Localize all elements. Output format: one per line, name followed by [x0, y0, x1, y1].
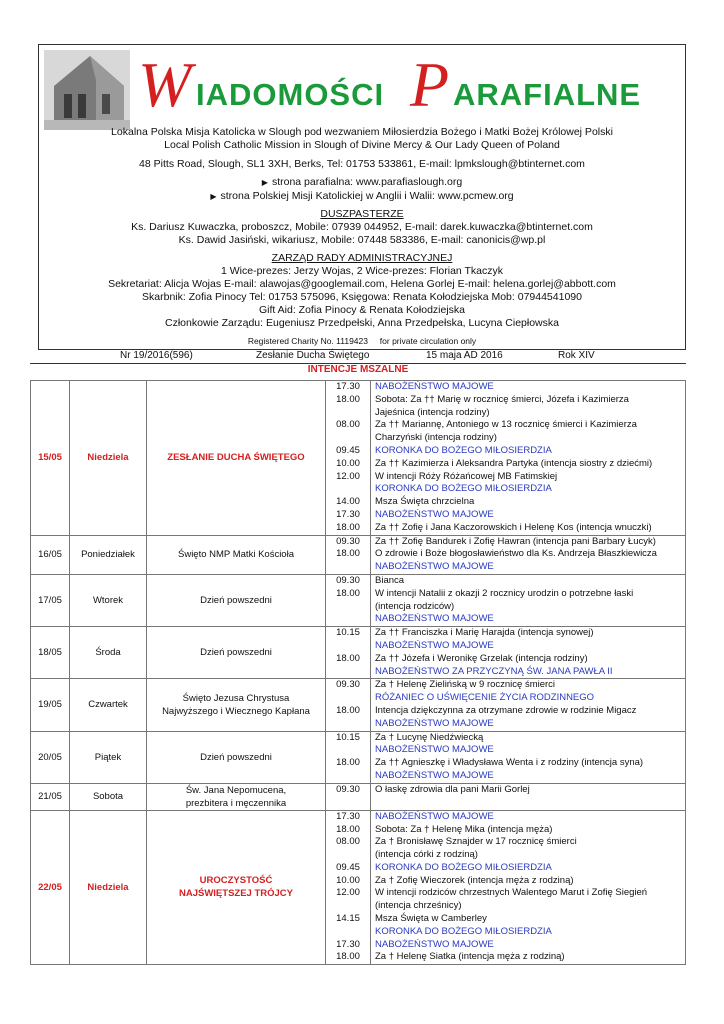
row-times — [326, 574, 371, 626]
mass-time: 12.00 — [336, 470, 360, 482]
row-intentions — [371, 783, 686, 810]
mass-time: 18.00 — [336, 548, 360, 560]
intention-text: KORONKA DO BOŻEGO MIŁOSIERDZIA — [375, 444, 552, 456]
feast-line: Dzień powszedni — [200, 647, 272, 659]
intention-text: (intencja rodziców) — [375, 600, 455, 612]
feast-line: Dzień powszedni — [200, 751, 272, 763]
intention-text: Sobota: Za †† Marię w rocznicę śmierci, Józefa i Kazimierza — [375, 393, 629, 405]
feast-line: ZESŁANIE DUCHA ŚWIĘTEGO — [167, 452, 305, 464]
mass-time: 18.00 — [336, 521, 360, 533]
intention-text: KORONKA DO BOŻEGO MIŁOSIERDZIA — [375, 925, 552, 937]
mass-time — [326, 692, 370, 705]
mass-time: 18.00 — [336, 704, 360, 716]
row-times — [326, 810, 371, 965]
issue-year: Rok XIV — [558, 350, 595, 361]
mass-time: 12.00 — [336, 887, 360, 899]
mass-time — [326, 432, 370, 445]
intention-text: Charzyński (intencja rodziny) — [375, 432, 497, 444]
mass-time: 08.00 — [336, 836, 360, 848]
intention-text: Jajeśnica (intencja rodziny) — [375, 406, 490, 418]
row-intentions — [371, 574, 686, 626]
mass-time: 14.00 — [336, 496, 360, 508]
feast-line: Św. Jana Nepomucena, — [185, 784, 287, 796]
intention-text: RÓŻANIEC O UŚWIĘCENIE ŻYCIA RODZINNEGO — [375, 692, 595, 704]
section-title: INTENCJE MSZALNE — [307, 364, 409, 375]
mass-time — [326, 718, 370, 731]
row-feast — [147, 783, 326, 810]
feast-line: NAJŚWIĘTSZEJ TRÓJCY — [178, 888, 294, 900]
row-feast — [147, 679, 326, 731]
table-row — [31, 574, 686, 626]
table-row — [31, 810, 686, 965]
intention-text: (intencja chrześnicy) — [375, 900, 462, 912]
table-row — [31, 381, 686, 536]
mass-time: 17.30 — [336, 381, 360, 392]
feast-line: Święto Jezusa Chrystusa — [182, 692, 290, 704]
intention-text: NABOŻEŃSTWO MAJOWE — [375, 508, 494, 520]
row-date: 18/05 — [31, 627, 70, 679]
mass-time: 09.30 — [336, 783, 360, 795]
mass-time: 10.15 — [336, 731, 360, 743]
mass-time: 09.45 — [336, 861, 360, 873]
council-heading: ZARZĄD RADY ADMINISTRACYJNEJ — [271, 252, 453, 264]
row-times — [326, 627, 371, 679]
intention-text: Msza Święta chrzcielna — [375, 496, 475, 508]
mass-time: 17.30 — [336, 810, 360, 822]
row-feast — [147, 381, 326, 536]
mass-time: 08.00 — [336, 419, 360, 431]
table-row — [31, 627, 686, 679]
masthead-arafialne: ARAFIALNE — [453, 77, 642, 112]
mass-time: 09.30 — [336, 679, 360, 691]
feast-line: UROCZYSTOŚĆ — [199, 875, 273, 887]
intention-text: Za †† Franciszka i Marię Harajda (intencja synowej) — [375, 627, 594, 639]
table-row — [31, 783, 686, 810]
row-date: 22/05 — [31, 810, 70, 965]
mass-time: 10.00 — [336, 457, 360, 469]
row-times — [326, 783, 371, 810]
mass-time — [326, 770, 370, 783]
issue-number: Nr 19/2016(596) — [120, 350, 193, 361]
issue-feast: Zesłanie Ducha Świętego — [256, 350, 370, 361]
masthead-iadomosci: IADOMOŚCI — [196, 77, 385, 112]
website-parish[interactable]: ▶ strona parafialna: www.parafiaslough.org — [261, 176, 463, 188]
mass-time: 18.00 — [336, 587, 360, 599]
mass-time: 18.00 — [336, 757, 360, 769]
table-row — [31, 535, 686, 574]
mass-time — [326, 666, 370, 679]
row-day: Środa — [70, 627, 147, 679]
intention-text: Za †† Kazimierza i Aleksandra Partyka (intencja siostry z dziećmi) — [375, 457, 653, 469]
council-line: Sekretariat: Alicja Wojas E-mail: alawojas@googlemail.com, Helena Gorlej E-mail: helena.gorlej@abbott.com — [108, 278, 616, 290]
intention-text: Za †† Mariannę, Antoniego w 13 rocznicę śmierci i Kazimierza — [375, 419, 637, 431]
mass-time — [326, 601, 370, 614]
issue-date: 15 maja AD 2016 — [426, 350, 503, 361]
mission-pl: Lokalna Polska Misja Katolicka w Slough pod wezwaniem Miłosierdzia Bożego i Matki Bożej Królowej Polski — [111, 126, 613, 138]
intention-text: KORONKA DO BOŻEGO MIŁOSIERDZIA — [375, 861, 552, 873]
row-date: 21/05 — [31, 783, 70, 810]
mass-time: 09.30 — [336, 535, 360, 547]
feast-line: Święto NMP Matki Kościoła — [178, 549, 294, 561]
intention-text: Za †† Agnieszkę i Władysława Wenta i z rodziny (intencja syna) — [375, 757, 644, 769]
mass-time: 09.30 — [336, 574, 360, 586]
row-intentions — [371, 679, 686, 731]
row-feast — [147, 535, 326, 574]
intention-text: W intencji Natalii z okazji 2 rocznicy urodzin o potrzebne łaski — [375, 587, 634, 599]
row-times — [326, 381, 371, 536]
row-day: Piątek — [70, 731, 147, 783]
row-day: Niedziela — [70, 810, 147, 965]
intention-text: O łaskę zdrowia dla pani Marii Gorlej — [375, 783, 530, 795]
mass-time — [326, 613, 370, 626]
row-feast — [147, 627, 326, 679]
mass-time: 18.00 — [336, 652, 360, 664]
intention-text: Za † Helenę Siatka (intencja męża z rodziną) — [375, 951, 565, 963]
intention-text: Msza Święta w Camberley — [375, 913, 487, 925]
row-times — [326, 679, 371, 731]
intention-text: (intencja córki z rodziną) — [375, 849, 478, 861]
intention-text: Za † Helenę Zielińską w 9 rocznicę śmierci — [375, 679, 556, 691]
feast-line: Najwyższego i Wiecznego Kapłana — [162, 705, 310, 717]
masthead-p: P — [410, 49, 450, 120]
masthead-w: W — [138, 49, 192, 120]
intention-text: NABOŻEŃSTWO MAJOWE — [375, 639, 494, 651]
mass-time — [326, 926, 370, 939]
council-line: Członkowie Zarządu: Eugeniusz Przedpełski, Anna Przedpełska, Lucyna Ciepłowska — [165, 317, 559, 329]
mass-time: 18.00 — [336, 393, 360, 405]
mission-en: Local Polish Catholic Mission in Slough of Divine Mercy & Our Lady Queen of Poland — [164, 139, 560, 151]
intention-text: W intencji Róży Różańcowej MB Fatimskiej — [375, 470, 558, 482]
masthead-title — [138, 44, 678, 124]
mass-time: 14.15 — [336, 913, 360, 925]
intention-text: Za †† Zofię Bandurek i Zofię Hawran (intencja pani Barbary Łucyk) — [375, 535, 656, 547]
council-line: Skarbnik: Zofia Pinocy Tel: 01753 575096, Księgowa: Renata Kołodziejska Mob: 07944541090 — [142, 291, 582, 303]
intention-text: NABOŻEŃSTWO MAJOWE — [375, 744, 494, 756]
intention-text: Za † Bronisławę Sznajder w 17 rocznicę śmierci — [375, 836, 577, 848]
intention-text: Za †† Zofię i Jana Kaczorowskich i Helenę Kos (intencja wnuczki) — [375, 521, 652, 533]
mass-time — [326, 640, 370, 653]
mass-time: 10.15 — [336, 627, 360, 639]
row-date: 16/05 — [31, 535, 70, 574]
row-date: 20/05 — [31, 731, 70, 783]
intention-text: Sobota: Za † Helenę Mika (intencja męża) — [375, 823, 553, 835]
mass-time: 17.30 — [336, 938, 360, 950]
mass-time: 10.00 — [336, 874, 360, 886]
intention-text: NABOŻEŃSTWO MAJOWE — [375, 769, 494, 781]
intention-text: NABOŻEŃSTWO MAJOWE — [375, 810, 494, 822]
issue-info-row — [120, 349, 640, 363]
church-building-image — [44, 50, 130, 130]
mass-time — [326, 407, 370, 420]
intention-text: W intencji rodziców chrzestnych Walentego Marut i Zofię Siegień — [375, 887, 648, 899]
intention-text: Za † Lucynę Niedźwiecką — [375, 731, 484, 743]
triangle-bullet-icon: ▶ — [210, 192, 217, 201]
row-intentions — [371, 627, 686, 679]
intention-text: NABOŻEŃSTWO ZA PRZYCZYNĄ ŚW. JANA PAWŁA II — [375, 665, 613, 677]
mass-time — [326, 900, 370, 913]
intention-text: O zdrowie i Boże błogosławieństwo dla Ks. Andrzeja Błaszkiewicza — [375, 548, 657, 560]
feast-line: prezbitera i męczennika — [185, 797, 287, 809]
mass-time — [326, 849, 370, 862]
row-day: Czwartek — [70, 679, 147, 731]
row-intentions — [371, 381, 686, 536]
address: 48 Pitts Road, Slough, SL1 3XH, Berks, Tel: 01753 533861, E-mail: lpmkslough@btinternet.com — [139, 158, 585, 170]
mass-time: 09.45 — [336, 444, 360, 456]
pastor-line: Ks. Dawid Jasiński, wikariusz, Mobile: 07448 583386, E-mail: canonicis@wp.pl — [178, 234, 546, 246]
council-line: Gift Aid: Zofia Pinocy & Renata Kołodziejska — [258, 304, 466, 316]
row-day: Poniedziałek — [70, 535, 147, 574]
table-row — [31, 679, 686, 731]
mass-time: 18.00 — [336, 823, 360, 835]
triangle-bullet-icon: ▶ — [261, 178, 268, 187]
row-feast — [147, 810, 326, 965]
row-feast — [147, 574, 326, 626]
intention-text: Bianca — [375, 574, 405, 586]
row-times — [326, 535, 371, 574]
intention-text: NABOŻEŃSTWO MAJOWE — [375, 717, 494, 729]
mass-time — [326, 744, 370, 757]
row-intentions — [371, 731, 686, 783]
intention-text: Intencja dziękczynna za otrzymane zdrowie w rodzinie Migacz — [375, 704, 637, 716]
row-date: 15/05 — [31, 381, 70, 536]
mass-time: 17.30 — [336, 508, 360, 520]
intention-text: NABOŻEŃSTWO MAJOWE — [375, 938, 494, 950]
website-pcmew[interactable]: ▶ strona Polskiej Misji Katolickiej w Anglii i Walii: www.pcmew.org — [210, 190, 514, 202]
charity-note: Registered Charity No. 1119423 for private circulation only — [247, 336, 477, 346]
feast-line: Dzień powszedni — [200, 595, 272, 607]
intention-text: Za †† Józefa i Weronikę Grzelak (intencja rodziny) — [375, 652, 588, 664]
mass-time — [326, 483, 370, 496]
row-day: Wtorek — [70, 574, 147, 626]
row-feast — [147, 731, 326, 783]
intention-text: NABOŻEŃSTWO MAJOWE — [375, 561, 494, 573]
row-times — [326, 731, 371, 783]
pastors-heading: DUSZPASTERZE — [320, 208, 404, 220]
intention-text: NABOŻEŃSTWO MAJOWE — [375, 381, 494, 392]
intention-text: Za † Zofię Wieczorek (intencja męża z rodziną) — [375, 874, 574, 886]
intention-text: NABOŻEŃSTWO MAJOWE — [375, 613, 494, 625]
row-date: 17/05 — [31, 574, 70, 626]
row-day: Niedziela — [70, 381, 147, 536]
mass-intentions-table — [30, 380, 686, 965]
table-row — [31, 731, 686, 783]
intention-text: KORONKA DO BOŻEGO MIŁOSIERDZIA — [375, 483, 552, 495]
row-intentions — [371, 535, 686, 574]
mass-time — [326, 561, 370, 574]
mass-time: 18.00 — [336, 951, 360, 963]
row-day: Sobota — [70, 783, 147, 810]
pastor-line: Ks. Dariusz Kuwaczka, proboszcz, Mobile: 07939 044952, E-mail: darek.kuwaczka@btinternet.com — [131, 221, 593, 233]
row-intentions — [371, 810, 686, 965]
row-date: 19/05 — [31, 679, 70, 731]
council-line: 1 Wice-prezes: Jerzy Wojas, 2 Wice-prezes: Florian Tkaczyk — [220, 265, 504, 277]
